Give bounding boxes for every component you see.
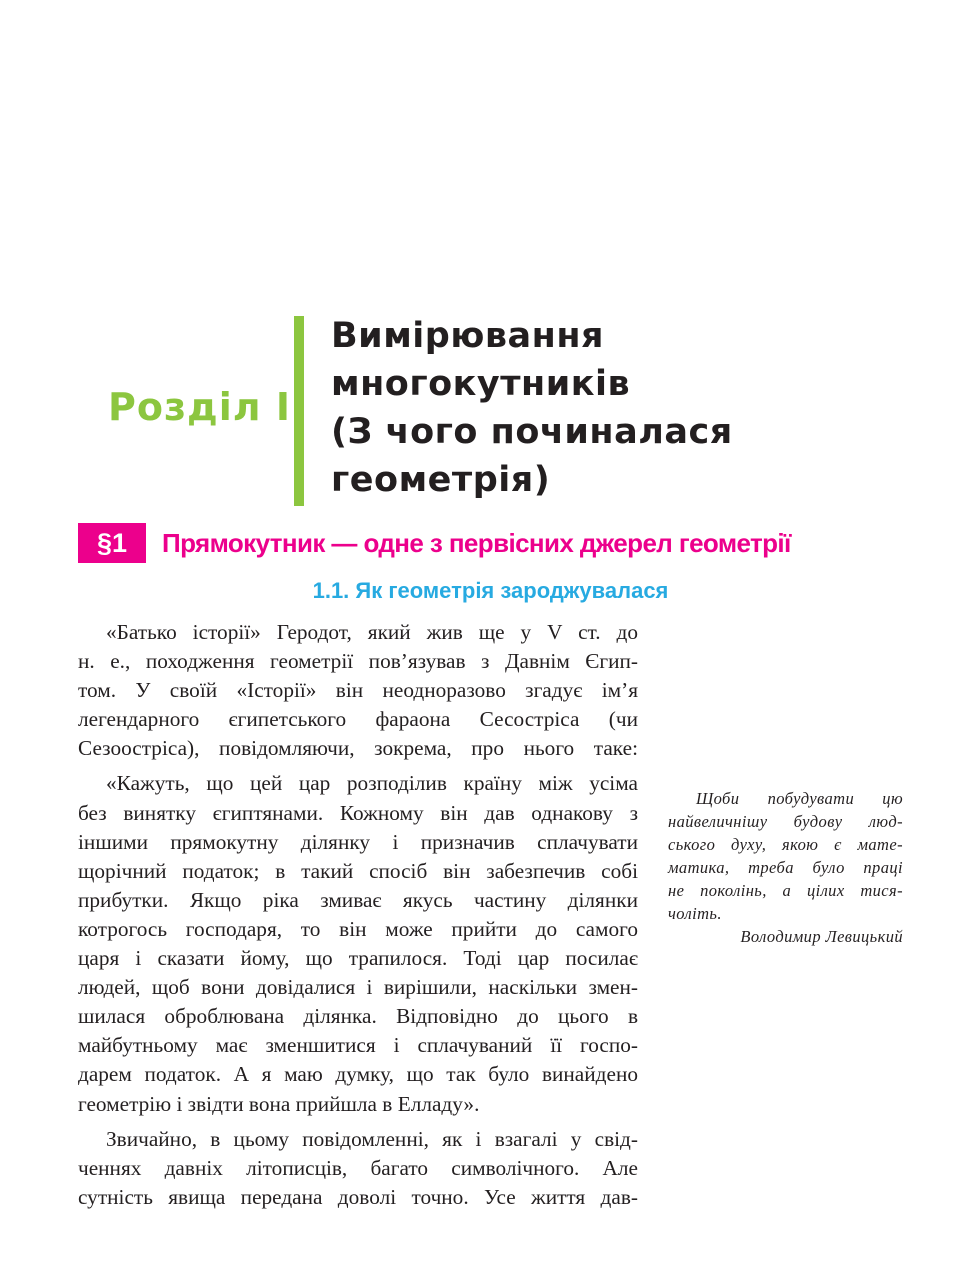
epigraph-line: найвеличнішу будову люд- xyxy=(668,812,903,831)
epigraph-line: чоліть. xyxy=(668,904,722,923)
paragraph-commentary xyxy=(78,1125,638,1212)
section-title: Прямокутник — одне з первісних джерел геометрії xyxy=(162,528,791,558)
chapter-title xyxy=(331,312,733,504)
text-line: людей, щоб вони довідалися і вирішили, наскільки змен- xyxy=(78,975,638,1000)
epigraph xyxy=(668,787,903,948)
chapter-title-line: Вимірювання xyxy=(331,316,604,356)
text-line: дарем податок. А я маю думку, що так було винайдено xyxy=(78,1062,638,1087)
text-line: н. е., походження геометрії пов’язував з Давнім Єгип- xyxy=(78,649,638,674)
text-line: «Батько історії» Геродот, який жив ще у V ст. до xyxy=(106,620,638,644)
chapter-divider-bar xyxy=(294,316,304,506)
text-line: Сезоостріса), повідомляючи, зокрема, про нього таке: xyxy=(78,736,638,761)
paragraph-quote xyxy=(78,769,638,1118)
chapter-label: Розділ I xyxy=(108,385,291,429)
text-line: майбутньому має зменшитися і сплачуваний її госпо- xyxy=(78,1033,638,1058)
chapter-title-line: (З чого починалася xyxy=(331,412,733,452)
epigraph-line: Щоби побудувати цю xyxy=(696,789,903,808)
epigraph-line: матика, треба було праці xyxy=(668,858,903,877)
text-line: легендарного єгипетського фараона Сесостріса (чи xyxy=(78,707,638,732)
text-line: без винятку єгиптянами. Кожному він дав однакову з xyxy=(78,800,638,825)
text-line: прибутки. Якщо ріка змиває якусь частину ділянки xyxy=(78,887,638,912)
text-line: іншими прямокутну ділянку і призначив сплачувати xyxy=(78,829,638,854)
text-line: Звичайно, в цьому повідомленні, як і взагалі у свід- xyxy=(106,1126,638,1151)
epigraph-line: ського духу, якою є мате- xyxy=(668,835,903,854)
paragraph-herodotus-intro xyxy=(78,618,638,763)
chapter-title-line: многокутників xyxy=(331,364,631,404)
text-line: щорічний податок; в такий спосіб він забезпечив собі xyxy=(78,858,638,883)
body-text xyxy=(78,618,638,1212)
text-line: «Кажуть, що цей цар розподілив країну між усіма xyxy=(106,771,638,796)
text-line: геометрію і звідти вона прийшла в Елладу». xyxy=(78,1091,480,1116)
text-line: шилася оброблювана ділянка. Відповідно до цього в xyxy=(78,1004,638,1029)
chapter-title-line: геометрія) xyxy=(331,460,551,500)
epigraph-author: Володимир Левицький xyxy=(740,927,903,946)
epigraph-line: не поколінь, а цілих тися- xyxy=(668,881,903,900)
text-line: царя і сказати йому, що трапилося. Тоді цар посилає xyxy=(78,946,638,971)
subsection-title: 1.1. Як геометрія зароджувалася xyxy=(312,578,669,603)
text-line: ченнях давніх літописців, багато символічного. Але xyxy=(78,1155,638,1180)
text-line: том. У своїй «Історії» він неодноразово згадує ім’я xyxy=(78,678,638,703)
section-number-badge: §1 xyxy=(78,523,146,563)
text-line: котрогось господаря, то він може прийти до самого xyxy=(78,916,638,941)
text-line: сутність явища передана доволі точно. Усе життя дав- xyxy=(78,1184,638,1209)
